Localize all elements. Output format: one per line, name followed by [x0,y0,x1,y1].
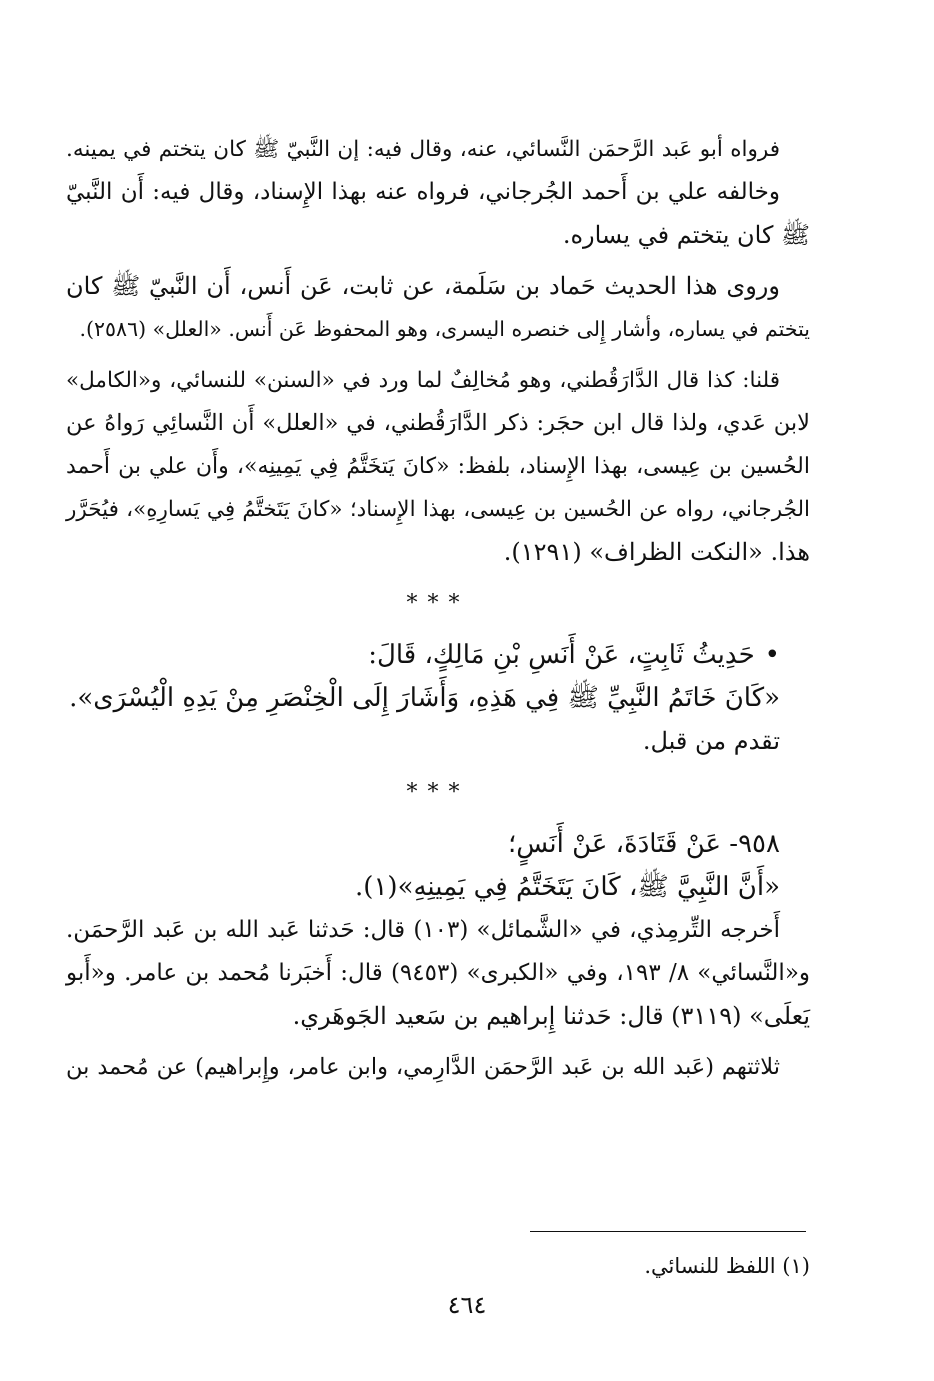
paragraph-3 [66,359,810,574]
section-separator: *** [406,591,470,616]
text-line: فرواه أبو عَبد الرَّحمَن النَّسائي، عنه، وقال فيه: إن النَّبيّ ﷺ كان يتختم في يمينه. [66,137,780,162]
bullet-icon: • [764,640,780,670]
page-number: ٤٦٤ [447,1291,487,1319]
hadith-block-1 [66,634,810,763]
text-line: ثلاثتهم (عَبد الله بن عَبد الرَّحمَن الدَّارِمي، وابن عامر، وإِبراهيم) عن مُحمد بن [66,1054,780,1080]
hadith-text: «أَنَّ النَّبِيَّ ﷺ، كَانَ يَتَخَتَّمُ فِي يَمِينِهِ»(١). [355,872,780,902]
text-line: ﷺ كان يتختم في يساره. [562,221,810,249]
text-line: وخالفه علي بن أَحمد الجُرجاني، فرواه عنه بهذا الإِسناد، وقال فيه: أَن النَّبيّ [66,179,780,205]
text-line: هذا. «النكت الظراف» (١٢٩١). [503,538,810,566]
text-line: و«النَّسائي» ٨/ ١٩٣، وفي «الكبرى» (٩٤٥٣) قال: أَخبَرنا مُحمد بن عامر. و«أَبو [66,960,810,986]
hadith-block-2 [66,823,810,909]
hadith-number-heading: ٩٥٨- عَنْ قَتَادَةَ، عَنْ أَنَسٍ؛ [507,829,780,859]
footnote-separator [530,1231,806,1232]
hadith-text: «كَانَ خَاتَمُ النَّبِيِّ ﷺ فِي هَذِهِ، وَأَشَارَ إِلَى الْخِنْصَرِ مِنْ يَدِهِ الْيُسْرَى». [69,683,780,713]
paragraph-6 [66,909,810,1038]
text-line: أَخرجه التِّرمِذي، في «الشَّمائل» (١٠٣) قال: حَدثنا عَبد الله بن عَبد الرَّحمَن. [66,917,781,943]
text-line: الجُرجاني، رواه عن الحُسين بن عِيسى، بهذا الإِسناد؛ «كانَ يَتَختَّمُ فِي يَسارِهِ»، فيُحَرَّر [66,497,810,522]
paragraph-7 [66,1046,810,1089]
text-line: قلنا: كذا قال الدَّارَقُطني، وهو مُخالِفٌ لما ورد في «السنن» للنسائي، و«الكامل» [66,368,780,393]
text-line: يتختم في يساره، وأشار إِلى خنصره اليسرى، وهو المحفوظ عَن أَنس. «العلل» (٢٥٨٦). [79,317,810,341]
hadith-heading [66,634,810,677]
section-separator: *** [406,780,470,805]
text-line: لابن عَدي، ولذا قال ابن حجَر: ذكر الدَّارَقُطني، في «العلل» أَن النَّسائِي رَواهُ عن [66,410,810,436]
page-body [66,128,810,1089]
text-line: تقدم من قبل. [642,727,780,755]
paragraph-2 [66,265,810,351]
text-line: يَعلَى» (٣١١٩) قال: حَدثنا إِبراهيم بن سَعيد الجَوهَري. [292,1002,810,1030]
paragraph-1 [66,128,810,257]
text-line: وروى هذا الحديث حَماد بن سَلَمة، عن ثابت، عَن أَنس، أَن النَّبيّ ﷺ كان [66,272,780,300]
footnote: (١) اللفظ للنسائي. [644,1254,810,1278]
hadith-heading-text: حَدِيثُ ثَابِتٍ، عَنْ أَنَسِ بْنِ مَالِكٍ، قَالَ: [368,640,755,670]
text-line: الحُسين بن عِيسى، بهذا الإِسناد، بلفظ: «كانَ يَتخَتَّمُ فِي يَمِينِه»، وأَن علي بن أَحمد [66,454,810,479]
